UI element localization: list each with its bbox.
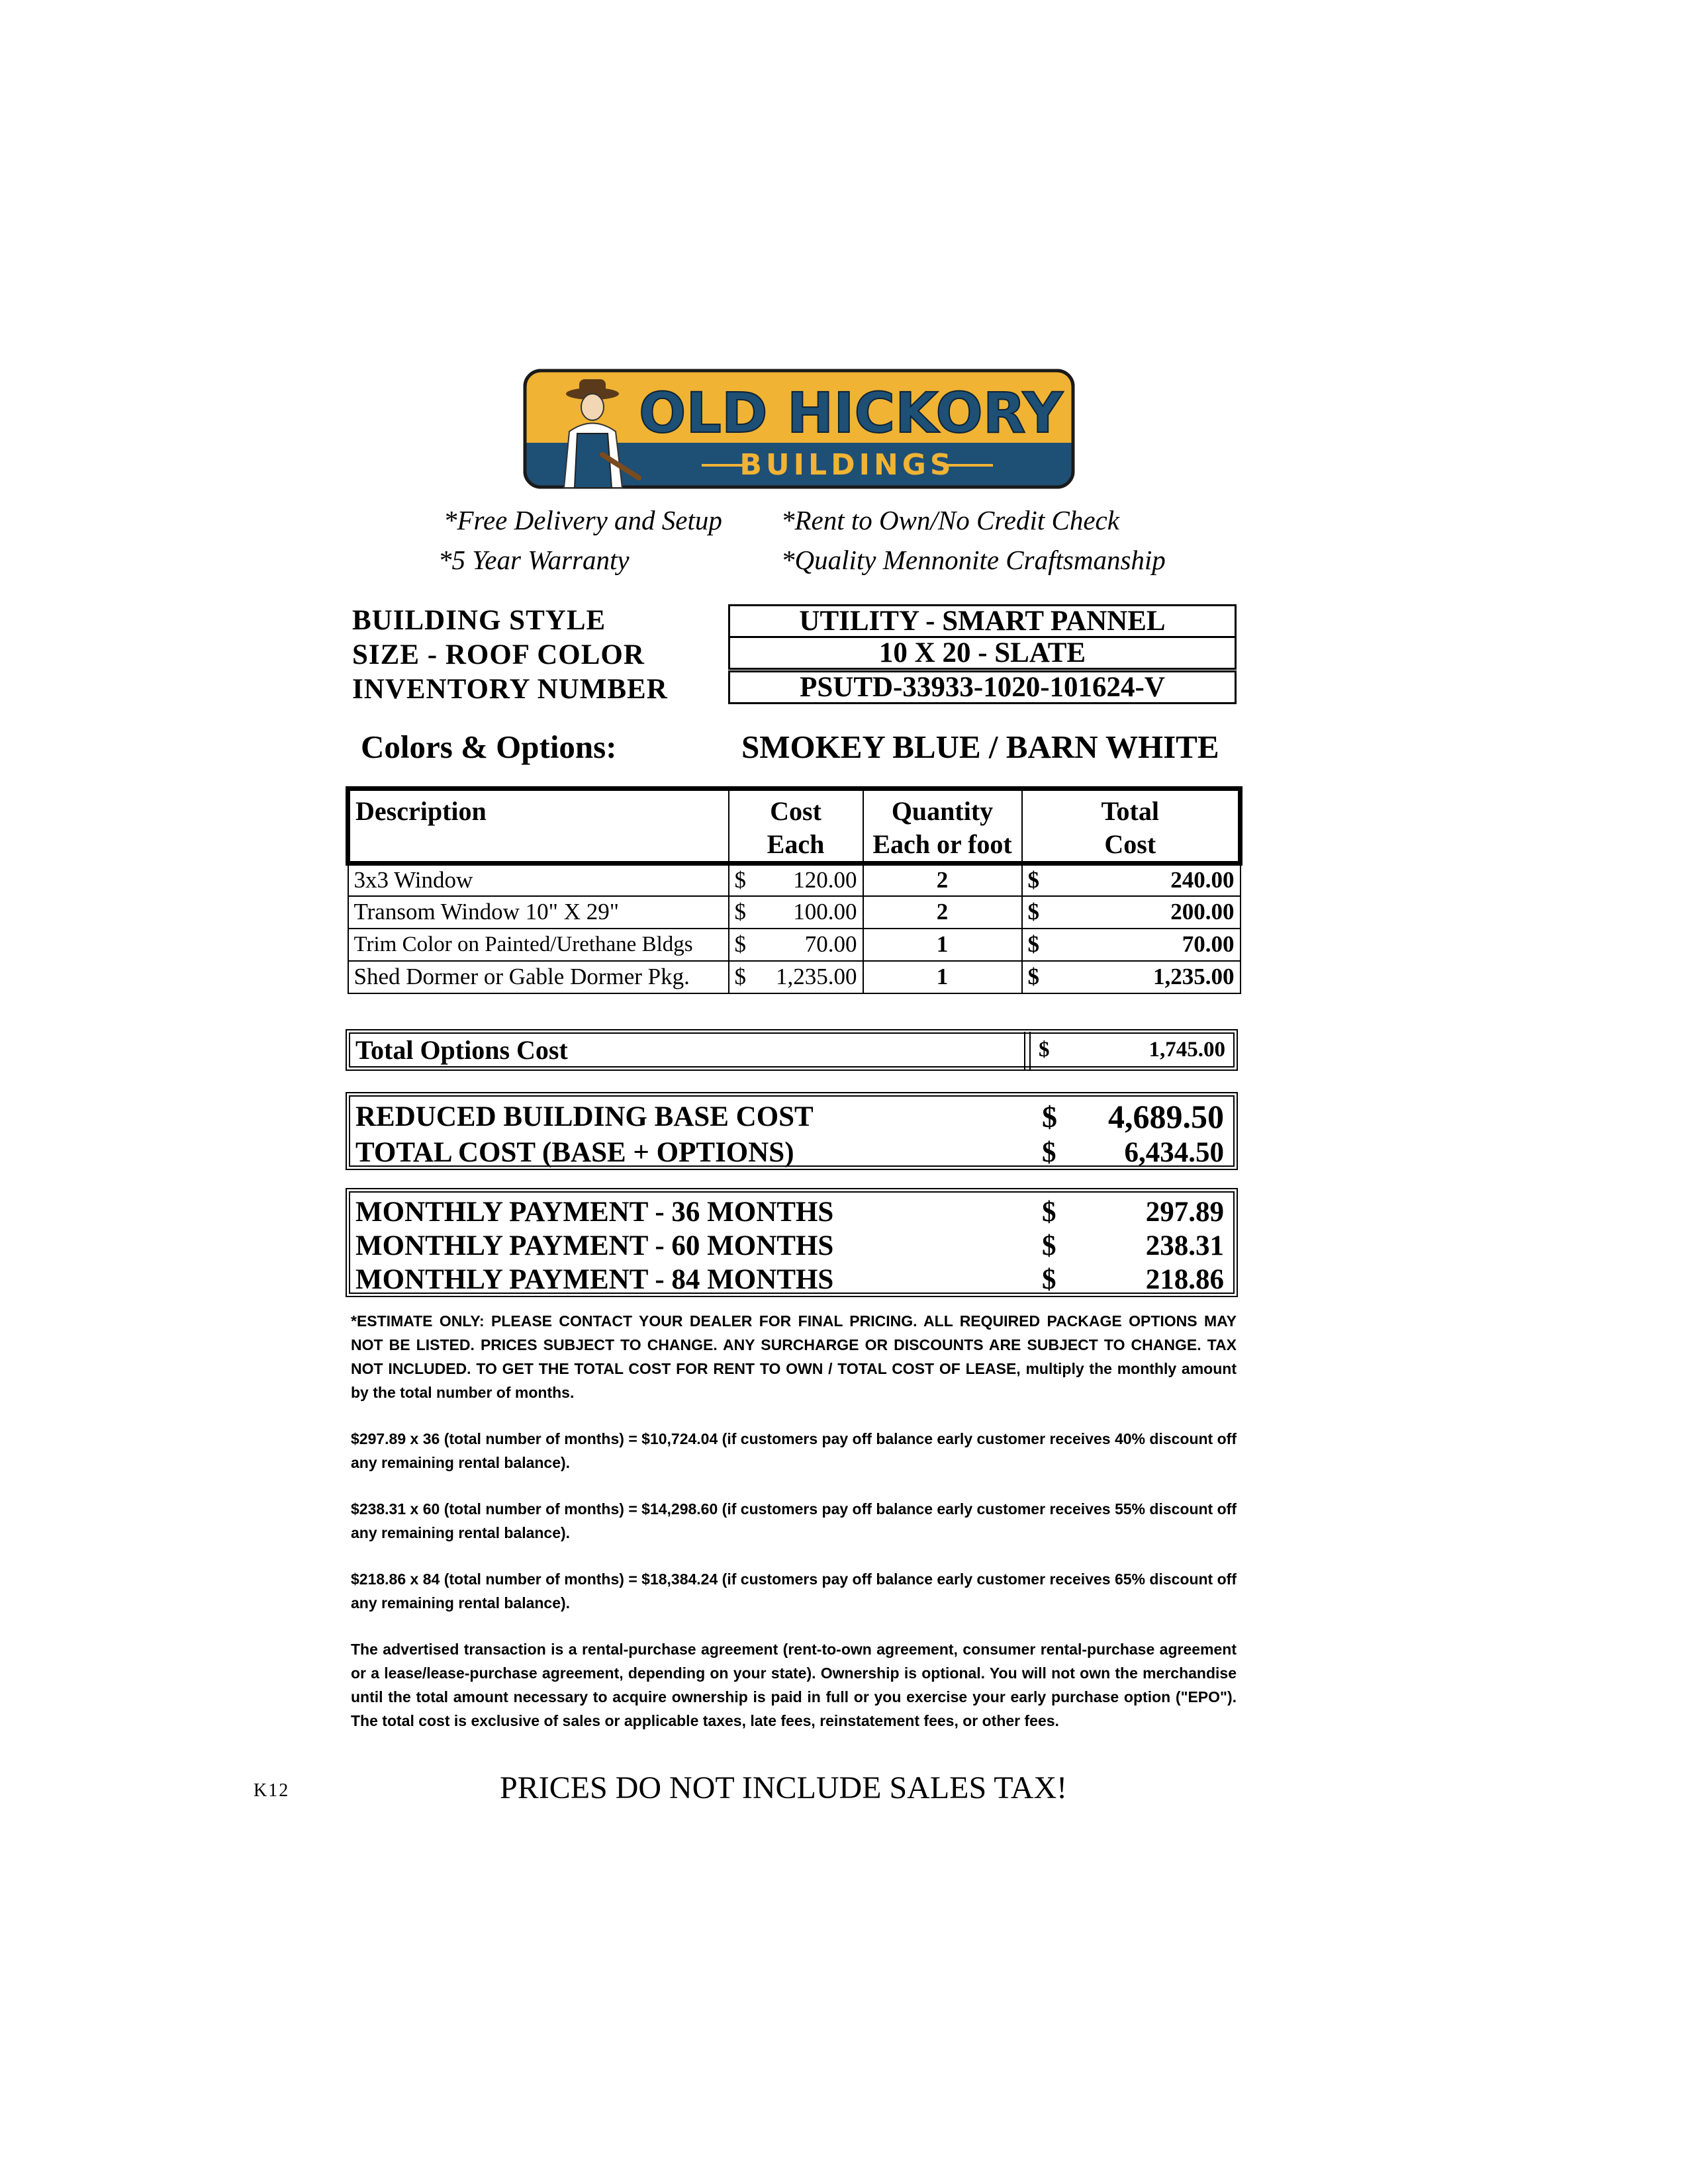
option-cost-each: $ 100.00 [729,896,863,929]
base-cost-label: REDUCED BUILDING BASE COST [355,1101,814,1132]
table-row [348,896,1241,929]
option-quantity: 1 [863,929,1022,961]
option-total: $ 70.00 [1022,929,1241,961]
option-quantity: 2 [863,896,1022,929]
option-total: $ 200.00 [1022,896,1241,929]
table-row [348,961,1241,993]
total-cost-currency: $ [1042,1136,1056,1168]
header-description: Description [348,789,729,864]
header-cost-each: Cost Each [729,789,863,864]
total-options-divider [1024,1032,1031,1070]
option-cost-each: $ 120.00 [729,864,863,896]
disclaimer-notes [351,1309,1237,1755]
option-description: 3x3 Window [348,864,729,896]
inventory-number-label: INVENTORY NUMBER [352,674,668,705]
document-code: K12 [254,1780,290,1801]
table-row [348,864,1241,896]
base-cost-currency: $ [1042,1099,1057,1134]
monthly-payments-box [346,1188,1238,1297]
feature-free-delivery: *Free Delivery and Setup [444,505,722,535]
payment-label: MONTHLY PAYMENT - 60 MONTHS [355,1230,834,1261]
sales-tax-notice: PRICES DO NOT INCLUDE SALES TAX! [500,1770,1068,1805]
feature-warranty: *5 Year Warranty [438,545,630,575]
old-hickory-logo [523,369,1075,489]
payment-currency: $ [1042,1230,1056,1261]
option-total: $ 240.00 [1022,864,1241,896]
logo-graphic [523,369,1075,489]
payment-value: 297.89 [1145,1196,1224,1228]
option-cost-each: $ 1,235.00 [729,961,863,993]
base-cost-value: 4,689.50 [1108,1098,1224,1135]
payment-note-84: $218.86 x 84 (total number of months) = $18,384.24 (if customers pay off balance early customer receives 65% discount off any remaining rental balance). [351,1570,1237,1612]
inventory-number-value: PSUTD-33933-1020-101624-V [728,670,1237,704]
rental-purchase-disclaimer: The advertised transaction is a rental-purchase agreement (rent-to-own agreement, consumer rental-purchase agreement or a lease/lease-purchase agreement, depending on your state). Ownership is optional. You will not own the merchandise until the total amount necessary to acquire ownership is paid in full or you exercise your early purchase option ("EPO"). The total cost is exclusive of sales or applicable taxes, late fees, reinstatement fees, or other fees. [351,1641,1237,1729]
table-row [348,929,1241,961]
cost-summary-box [346,1092,1238,1170]
options-table [346,786,1243,994]
payment-label: MONTHLY PAYMENT - 84 MONTHS [355,1263,834,1295]
feature-craftsmanship: *Quality Mennonite Craftsmanship [781,545,1166,575]
colors-options-value: SMOKEY BLUE / BARN WHITE [741,729,1219,765]
payment-value: 218.86 [1145,1263,1224,1295]
payment-value: 238.31 [1145,1230,1224,1261]
payment-row-36 [350,1195,1233,1229]
payment-label: MONTHLY PAYMENT - 36 MONTHS [355,1196,834,1228]
estimate-disclaimer: *ESTIMATE ONLY: PLEASE CONTACT YOUR DEALER FOR FINAL PRICING. ALL REQUIRED PACKAGE OPTIONS MAY NOT BE LISTED. PRICES SUBJECT TO CHANGE. ANY SURCHARGE OR DISCOUNTS ARE SUBJECT TO CHANGE. TAX NOT INCLUDED. TO GET THE TOTAL COST FOR RENT TO OWN / TOTAL COST OF LEASE, multiply the monthly amount by the total number of months. [351,1312,1237,1401]
option-description: Trim Color on Painted/Urethane Bldgs [348,929,729,961]
building-style-label: BUILDING STYLE [352,605,606,636]
header-total-cost: Total Cost [1022,789,1241,864]
total-options-label: Total Options Cost [355,1035,568,1065]
payment-currency: $ [1042,1196,1056,1228]
payment-note-36: $297.89 x 36 (total number of months) = $10,724.04 (if customers pay off balance early customer receives 40% discount off any remaining rental balance). [351,1430,1237,1471]
payment-row-60 [350,1228,1233,1263]
option-cost-each: $ 70.00 [729,929,863,961]
logo-subtitle: BUILDINGS [739,448,955,482]
colors-options-label: Colors & Options: [361,729,617,765]
feature-rent-to-own: *Rent to Own/No Credit Check [781,505,1119,535]
header-quantity: Quantity Each or foot [863,789,1022,864]
total-cost-row [350,1135,1233,1169]
total-cost-label: TOTAL COST (BASE + OPTIONS) [355,1136,794,1168]
option-total: $ 1,235.00 [1022,961,1241,993]
total-options-amount: $ 1,745.00 [1039,1038,1225,1062]
total-options-box [346,1029,1238,1071]
total-cost-value: 6,434.50 [1124,1136,1224,1168]
payment-currency: $ [1042,1263,1056,1295]
size-roof-color-value: 10 X 20 - SLATE [728,636,1237,670]
options-table-header [348,789,1241,864]
base-cost-row [350,1099,1233,1134]
option-description: Shed Dormer or Gable Dormer Pkg. [348,961,729,993]
option-description: Transom Window 10" X 29" [348,896,729,929]
size-roof-color-label: SIZE - ROOF COLOR [352,639,645,670]
logo-title: OLD HICKORY [639,381,1063,445]
option-quantity: 1 [863,961,1022,993]
payment-row-84 [350,1262,1233,1297]
option-quantity: 2 [863,864,1022,896]
building-style-value: UTILITY - SMART PANNEL [728,604,1237,638]
payment-note-60: $238.31 x 60 (total number of months) = $14,298.60 (if customers pay off balance early customer receives 55% discount off any remaining rental balance). [351,1500,1237,1541]
